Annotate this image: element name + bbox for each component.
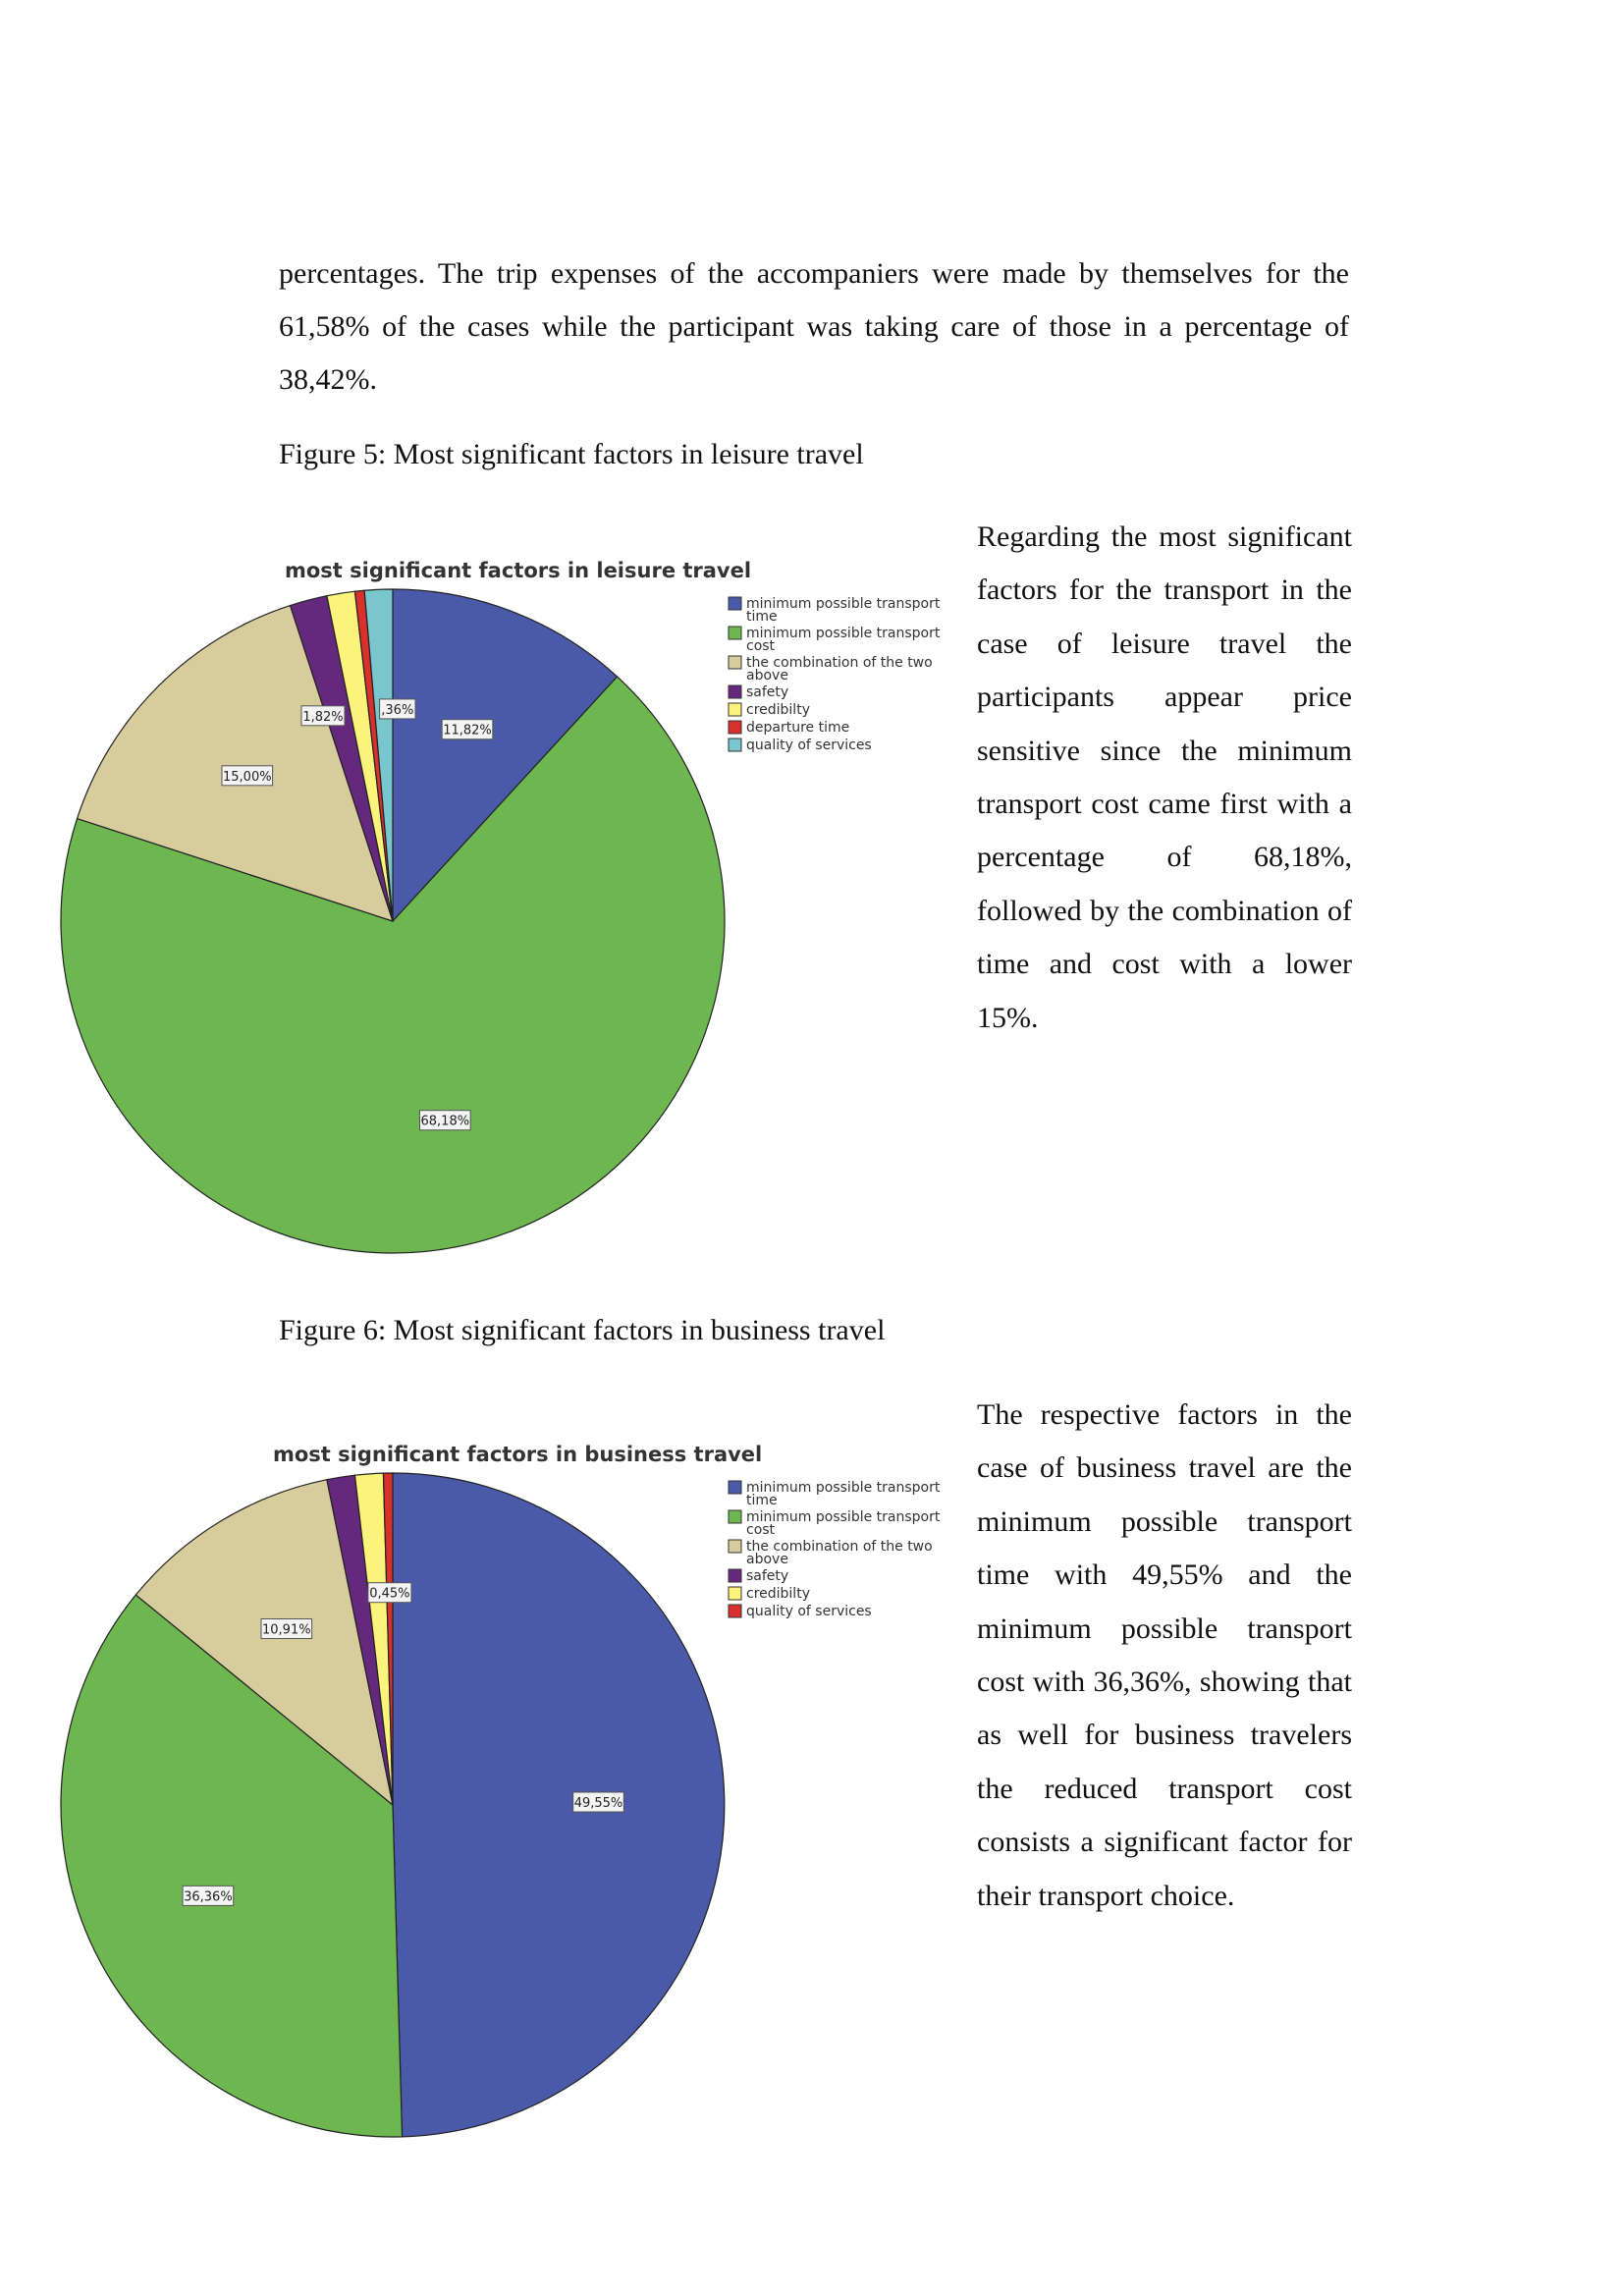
svg-text:the combination of the twoabov: the combination of the two above <box>746 1539 933 1567</box>
svg-text:the combination of the twoabov: the combination of the two above <box>746 655 933 683</box>
svg-text:,36%: ,36% <box>381 702 414 718</box>
svg-text:11,82%: 11,82% <box>443 723 492 738</box>
business-travel-pie-chart <box>0 1394 952 2160</box>
svg-text:0,45%: 0,45% <box>369 1586 410 1602</box>
legend-item-safety <box>729 1568 788 1584</box>
data-label <box>420 1111 471 1130</box>
chart-title: most significant factors in business travel <box>273 1443 763 1466</box>
data-label <box>368 1583 411 1603</box>
svg-text:minimum possible transporttime: minimum possible transport time <box>746 1480 941 1508</box>
svg-text:quality of services: quality of services <box>746 738 872 753</box>
legend-item-minimum-possible-transport-time <box>729 1480 941 1508</box>
svg-text:minimum possible transportcost: minimum possible transport cost <box>746 626 941 654</box>
figure-5-caption: Figure 5: Most significant factors in leisure travel <box>279 438 864 470</box>
svg-text:safety: safety <box>746 684 789 700</box>
svg-text:credibilty: credibilty <box>746 702 810 718</box>
legend-item-quality-of-services <box>729 738 872 753</box>
data-label <box>301 706 345 726</box>
data-label <box>183 1886 234 1905</box>
svg-text:15,00%: 15,00% <box>223 769 272 785</box>
chart-title: most significant factors in leisure travel <box>285 559 752 582</box>
legend-item-minimum-possible-transport-cost <box>729 1509 941 1538</box>
legend-item-quality-of-services <box>729 1604 872 1619</box>
data-label <box>222 766 273 786</box>
legend-item-departure-time <box>729 720 849 736</box>
svg-text:minimum possible transporttime: minimum possible transport time <box>746 596 941 625</box>
data-label <box>380 699 415 719</box>
figure-5-side-text: Regarding the most significant factors for the transport in the case of leisure travel the participants appear price sensitive since the minimum transport cost came first with a percentage of 68,18%, followed by the combination of time and cost with a lower 15%. <box>977 520 1352 1034</box>
intro-paragraph: percentages. The trip expenses of the accompaniers were made by themselves for the 61,58% of the cases while the participant was taking care of those in a percentage of 38,42%. <box>279 257 1349 396</box>
leisure-travel-pie-chart <box>0 511 952 1277</box>
legend-item-minimum-possible-transport-cost <box>729 626 941 654</box>
legend-item-the-combination-of-the-two-above <box>729 1539 933 1567</box>
svg-text:safety: safety <box>746 1568 789 1584</box>
data-label <box>442 720 493 739</box>
legend-item-credibilty <box>729 702 810 718</box>
svg-text:1,82%: 1,82% <box>302 709 344 725</box>
svg-text:36,36%: 36,36% <box>184 1889 233 1905</box>
svg-text:quality of services: quality of services <box>746 1604 872 1619</box>
svg-text:68,18%: 68,18% <box>420 1114 470 1129</box>
svg-text:credibilty: credibilty <box>746 1586 810 1602</box>
legend-item-safety <box>729 684 788 700</box>
svg-text:49,55%: 49,55% <box>573 1796 623 1811</box>
data-label <box>573 1792 624 1812</box>
legend-item-the-combination-of-the-two-above <box>729 655 933 683</box>
legend-item-minimum-possible-transport-time <box>729 596 941 625</box>
data-label <box>261 1619 312 1639</box>
pie-slice-minimum-possible-transport-time <box>393 1473 725 2137</box>
svg-text:departure time: departure time <box>746 720 850 736</box>
legend-item-credibilty <box>729 1586 810 1602</box>
svg-text:10,91%: 10,91% <box>262 1622 311 1638</box>
svg-text:minimum possible transportcost: minimum possible transport cost <box>746 1509 941 1538</box>
figure-6-side-text: The respective factors in the case of business travel are the minimum possible transport time with 49,55% and the minimum possible transport cost with 36,36%, showing that as well for business travelers the reduced transport cost consists a significant factor for their transport choice. <box>977 1398 1352 1912</box>
figure-6-caption: Figure 6: Most significant factors in business travel <box>279 1314 886 1346</box>
